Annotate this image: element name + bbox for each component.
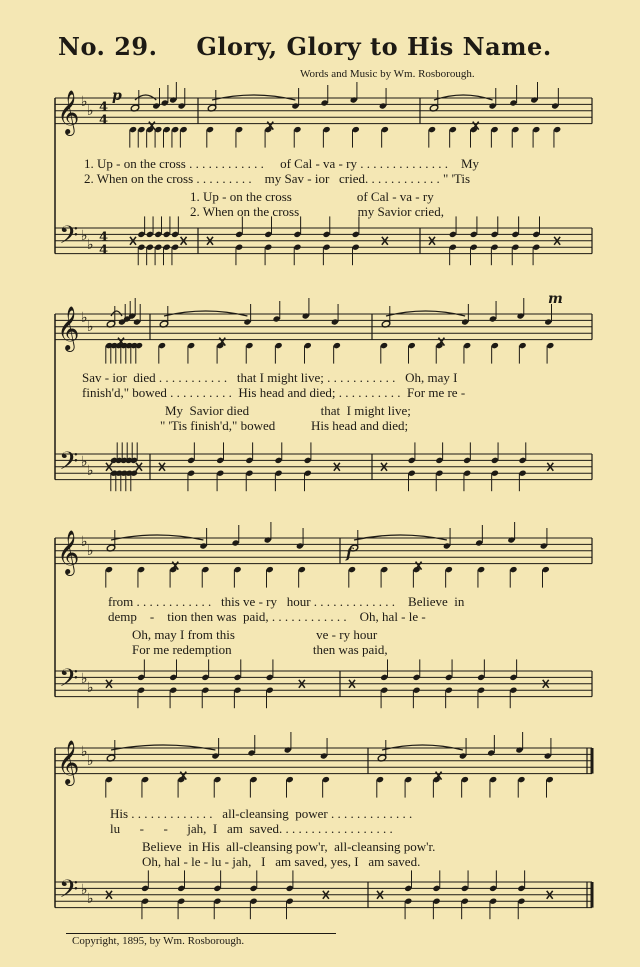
treble-clef: 𝄞 bbox=[57, 306, 80, 350]
copyright-line: Copyright, 1895, by Wm. Rosborough. bbox=[72, 935, 245, 947]
lyric-refrain1-system4: Believe in His all-cleansing pow'r, all-cleansing pow'r. bbox=[142, 839, 436, 854]
key-flat: ♭ bbox=[81, 744, 88, 760]
credit-line: Words and Music by Wm. Rosborough. bbox=[300, 68, 475, 80]
lyric-verse1-system3: from . . . . . . . . . . . . this ve - ry hour . . . . . . . . . . . . . Believe in bbox=[108, 594, 465, 609]
key-flat: ♭ bbox=[87, 680, 94, 696]
key-flat: ♭ bbox=[87, 463, 94, 479]
lyric-refrain1-system2: My Savior died that I might live; bbox=[165, 403, 411, 418]
copyright-rule bbox=[66, 933, 336, 934]
key-flat: ♭ bbox=[87, 543, 94, 559]
lyric-verse2-system2: finish'd," bowed . . . . . . . . . . His head and died; . . . . . . . . . . For me re - bbox=[82, 385, 466, 400]
lyric-refrain2-system1: 2. When on the cross my Savior cried, bbox=[190, 204, 444, 219]
dynamic-mark: f bbox=[346, 546, 353, 562]
bass-clef: 𝄢 bbox=[59, 664, 79, 699]
key-flat: ♭ bbox=[81, 454, 88, 470]
key-flat: ♭ bbox=[81, 534, 88, 550]
lyric-verse2-system3: demp - tion then was paid, . . . . . . . . . . . . Oh, hal - le - bbox=[108, 609, 426, 624]
lyric-verse2-system1: 2. When on the cross . . . . . . . . . my Sav - ior cried. . . . . . . . . . . . " 'Tis bbox=[84, 171, 471, 186]
treble-clef: 𝄞 bbox=[57, 530, 80, 574]
lyric-refrain2-system4: Oh, hal - le - lu - jah, I am saved, yes, I am saved. bbox=[142, 854, 421, 869]
key-flat: ♭ bbox=[81, 310, 88, 326]
bass-clef: 𝄢 bbox=[59, 875, 79, 910]
key-flat: ♭ bbox=[87, 237, 94, 253]
key-flat: ♭ bbox=[81, 882, 88, 898]
key-flat: ♭ bbox=[81, 671, 88, 687]
hymn-number: No. 29. bbox=[58, 32, 158, 61]
dynamic-mark: p bbox=[112, 88, 122, 104]
bass-clef: 𝄢 bbox=[59, 221, 79, 256]
key-flat: ♭ bbox=[87, 319, 94, 335]
key-flat: ♭ bbox=[87, 103, 94, 119]
key-flat: ♭ bbox=[81, 228, 88, 244]
key-flat: ♭ bbox=[87, 891, 94, 907]
lyric-refrain2-system3: For me redemption then was paid, bbox=[132, 642, 388, 657]
time-sig-num: 4 bbox=[99, 230, 109, 245]
lyric-verse1-system1: 1. Up - on the cross . . . . . . . . . . . . of Cal - va - ry . . . . . . . . . . . . . . My bbox=[84, 156, 480, 171]
lyric-refrain2-system2: " 'Tis finish'd," bowed His head and died; bbox=[160, 418, 409, 433]
time-sig-den: 4 bbox=[99, 113, 109, 128]
treble-clef: 𝄞 bbox=[57, 740, 80, 784]
lyric-verse1-system4: His . . . . . . . . . . . . . all-cleansing power . . . . . . . . . . . . . bbox=[110, 806, 413, 821]
lyric-verse1-system2: Sav - ior died . . . . . . . . . . . that I might live; . . . . . . . . . . . Oh, may I bbox=[82, 370, 458, 385]
bass-clef: 𝄢 bbox=[59, 447, 79, 482]
time-sig-den: 4 bbox=[99, 243, 109, 258]
key-flat: ♭ bbox=[81, 94, 88, 110]
treble-clef: 𝄞 bbox=[57, 90, 80, 134]
key-flat: ♭ bbox=[87, 753, 94, 769]
lyric-verse2-system4: lu - - jah, I am saved. . . . . . . . . . . . . . . . . . bbox=[110, 821, 393, 836]
lyric-refrain1-system3: Oh, may I from this ve - ry hour bbox=[132, 627, 378, 642]
lyric-refrain1-system1: 1. Up - on the cross of Cal - va - ry bbox=[190, 189, 434, 204]
dynamic-mark: m bbox=[548, 291, 563, 307]
hymn-title: Glory, Glory to His Name. bbox=[196, 32, 552, 61]
time-sig-num: 4 bbox=[99, 100, 109, 115]
